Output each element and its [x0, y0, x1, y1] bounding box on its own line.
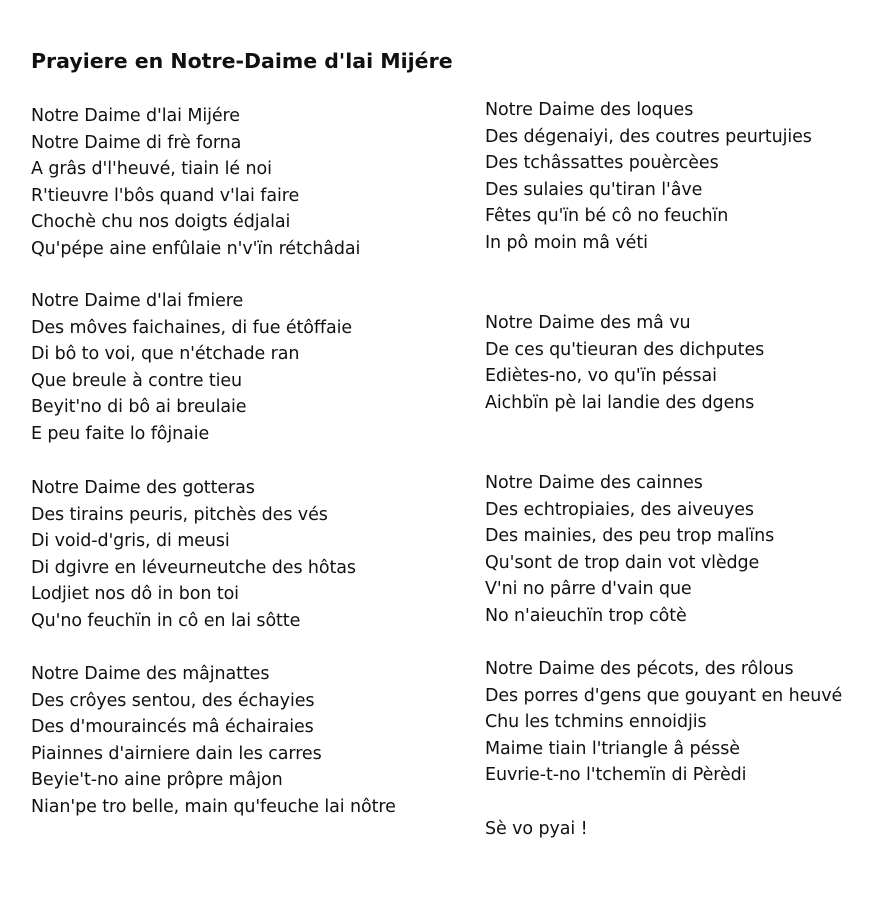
poem-line: Notre Daime des pécots, des rôlous [485, 659, 794, 679]
stanza-right-2 [485, 310, 764, 416]
poem-line: Des sulaies qu'tiran l'âve [485, 179, 703, 200]
poem-line: Notre Daime des mâjnattes [31, 664, 270, 684]
poem-line: Piainnes d'airniere dain les carres [31, 743, 322, 764]
stanza-right-4 [485, 656, 842, 789]
stanza-left-1 [31, 103, 360, 263]
poem-line: Chu les tchmins ennoidjis [485, 712, 707, 733]
poem-line: Des dégenaiyi, des coutres peurtujies [485, 126, 812, 147]
poem-line: Des porres d'gens que gouyant en heuvé [485, 685, 843, 706]
poem-line: E peu faite lo fôjnaie [31, 423, 210, 444]
poem-line: R'tieuvre l'bôs quand v'lai faire [31, 185, 300, 206]
poem-line: Des mainies, des peu trop malïns [485, 526, 775, 547]
poem-line: Notre Daime des cainnes [485, 473, 703, 493]
poem-line: Notre Daime des loques [485, 100, 694, 120]
poem-line: Notre Daime d'lai Mijére [31, 106, 240, 126]
poem-line: Nian'pe tro belle, main qu'feuche lai nôtre [31, 796, 396, 817]
poem-line: Ediètes-no, vo qu'ïn péssai [485, 366, 717, 387]
stanza-left-3 [31, 475, 356, 635]
poem-line: No n'aieuchïn trop côtè [485, 605, 687, 626]
poem-line: Di void-d'gris, di meusi [31, 531, 230, 552]
stanza-left-2 [31, 288, 352, 448]
poem-line: Fêtes qu'ïn bé cô no feuchïn [485, 206, 729, 227]
stanza-right-1 [485, 97, 812, 257]
poem-line: Euvrie-t-no l'tchemïn di Pèrèdi [485, 765, 747, 786]
poem-closing-line: Sè vo pyai ! [485, 819, 588, 839]
poem-line: Notre Daime des mâ vu [485, 313, 691, 333]
poem-line: A grâs d'l'heuvé, tiain lé noi [31, 159, 272, 180]
poem-line: Beyit'no di bô ai breulaie [31, 397, 247, 418]
poem-line: V'ni no pârre d'vain que [485, 579, 692, 600]
poem-line: Des crôyes sentou, des échayies [31, 690, 315, 711]
poem-line: Notre Daime des gotteras [31, 478, 255, 498]
poem-line: Chochè chu nos doigts édjalai [31, 212, 291, 233]
poem-line: Notre Daime d'lai fmiere [31, 291, 244, 311]
poem-line: De ces qu'tieuran des dichputes [485, 339, 765, 360]
poem-line: Des môves faichaines, di fue étôffaie [31, 317, 353, 338]
poem-line: Des echtropiaies, des aiveuyes [485, 499, 754, 520]
poem-line: Des d'mouraincés mâ échairaies [31, 717, 314, 738]
poem-line: Aichbïn pè lai landie des dgens [485, 392, 755, 413]
poem-line: In pô moin mâ véti [485, 232, 648, 253]
stanza-left-4 [31, 661, 396, 821]
poem-line: Beyie't-no aine prôpre mâjon [31, 770, 283, 791]
poem-line: Qu'no feuchïn in cô en lai sôtte [31, 610, 301, 631]
poem-line: Des tchâssattes pouèrcèes [485, 153, 719, 174]
poem-line: Lodjiet nos dô in bon toi [31, 584, 239, 605]
poem-line: Que breule à contre tieu [31, 370, 243, 391]
poem-line: Qu'pépe aine enfûlaie n'v'ïn rétchâdai [31, 238, 361, 259]
poem-line: Notre Daime di frè forna [31, 132, 242, 153]
poem-line: Di bô to voi, que n'étchade ran [31, 344, 300, 365]
poem-line: Di dgivre en léveurneutche des hôtas [31, 557, 356, 578]
poem-line: Maime tiain l'triangle â péssè [485, 738, 740, 759]
stanza-right-5 [485, 816, 588, 843]
stanza-right-3 [485, 470, 774, 630]
poem-line: Des tirains peuris, pitchès des vés [31, 504, 328, 525]
poem-line: Qu'sont de trop dain vot vlèdge [485, 552, 760, 573]
poem-title: Prayiere en Notre-Daime d'lai Mijére [31, 49, 453, 73]
